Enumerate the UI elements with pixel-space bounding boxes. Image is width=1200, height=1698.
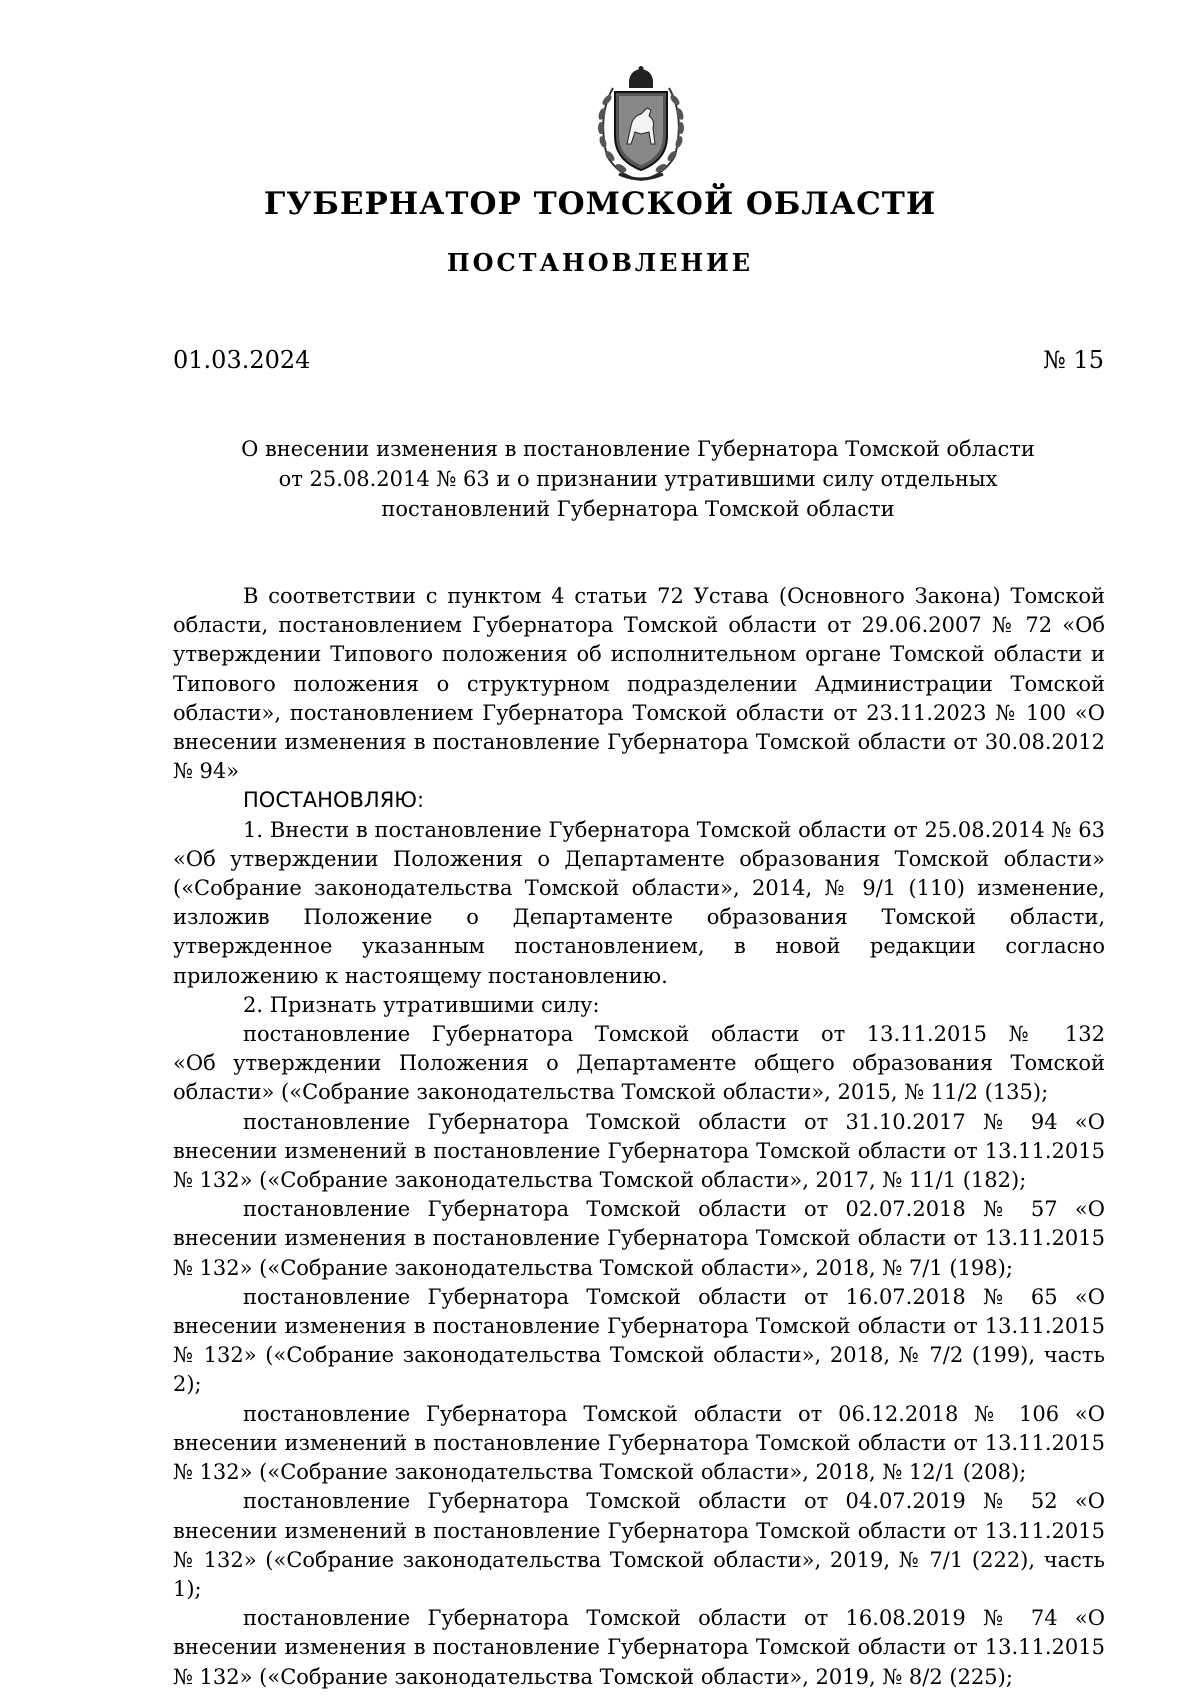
repealed-item-first-rest: «Об утверждении Положения о Департаменте общего образования Томской области» («Собрание законодательства Томской области», 2015, № 11/2 (135); xyxy=(173,1051,1105,1105)
tomsk-oblast-coat-of-arms-icon xyxy=(585,66,697,184)
subject-line: О внесении изменения в постановление Губернатора Томской области xyxy=(241,437,1035,461)
subject-line: от 25.08.2014 № 63 и о признании утратившими силу отдельных xyxy=(278,467,998,491)
document-body xyxy=(173,582,1105,1692)
document-number: № 15 xyxy=(1043,346,1104,374)
doc-type-title: ПОСТАНОВЛЕНИЕ xyxy=(446,248,754,277)
repealed-item-first-line: постановление Губернатора Томской области от 13.11.2015 № 132 xyxy=(243,1022,1105,1047)
repealed-item: постановление Губернатора Томской области от 16.07.2018 № 65 «О внесении изменения в постановление Губернатора Томской области от 13.11.2015 № 132» («Собрание законодательства Томской области», 2018, № 7/2 (199), часть 2); xyxy=(173,1284,1105,1397)
document-subject xyxy=(173,434,1103,524)
repealed-item: постановление Губернатора Томской области от 06.12.2018 № 106 «О внесении изменений в постановление Губернатора Томской области от 13.11.2015 № 132» («Собрание законодательства Томской области», 2018, № 12/1 (208); xyxy=(173,1401,1105,1485)
item-2-heading: 2. Признать утратившими силу: xyxy=(243,992,600,1017)
subject-line: постановлений Губернатора Томской области xyxy=(381,497,895,521)
resolve-heading: ПОСТАНОВЛЯЮ: xyxy=(243,788,425,813)
document-date: 01.03.2024 xyxy=(173,346,311,374)
repealed-item: постановление Губернатора Томской области от 16.08.2019 № 74 «О внесении изменения в постановление Губернатора Томской области от 13.11.2015 № 132» («Собрание законодательства Томской области», 2019, № 8/2 (225); xyxy=(173,1606,1105,1689)
item-1-paragraph: 1. Внести в постановление Губернатора Томской области от 25.08.2014 № 63 «Об утверждении Положения о Департаменте образования Томской области» («Собрание законодательства Томской области», 2014, № 9/1 (110) изменение, изложив Положение о Департаменте образования Томской области, утвержденное указанным постановлением, в новой редакции согласно приложению к настоящему постановлению. xyxy=(173,817,1105,988)
preamble-paragraph: В соответствии с пунктом 4 статьи 72 Устава (Основного Закона) Томской области, постановлением Губернатора Томской области от 29.06.2007 № 72 «Об утверждении Типового положения об исполнительном органе Томской области и Типового положения о структурном подразделении Администрации Томской области», постановлением Губернатора Томской области от 23.11.2023 № 100 «О внесении изменения в постановление Губернатора Томской области от 30.08.2012 № 94» xyxy=(173,584,1105,784)
repealed-item: постановление Губернатора Томской области от 04.07.2019 № 52 «О внесении изменений в постановление Губернатора Томской области от 13.11.2015 № 132» («Собрание законодательства Томской области», 2019, № 7/1 (222), часть 1); xyxy=(173,1489,1105,1601)
repealed-item: постановление Губернатора Томской области от 02.07.2018 № 57 «О внесении изменения в постановление Губернатора Томской области от 13.11.2015 № 132» («Собрание законодательства Томской области», 2018, № 7/1 (198); xyxy=(173,1197,1105,1280)
org-title: ГУБЕРНАТОР ТОМСКОЙ ОБЛАСТИ xyxy=(263,186,937,222)
repealed-item: постановление Губернатора Томской области от 31.10.2017 № 94 «О внесении изменений в постановление Губернатора Томской области от 13.11.2015 № 132» («Собрание законодательства Томской области», 2017, № 11/1 (182); xyxy=(173,1109,1105,1193)
